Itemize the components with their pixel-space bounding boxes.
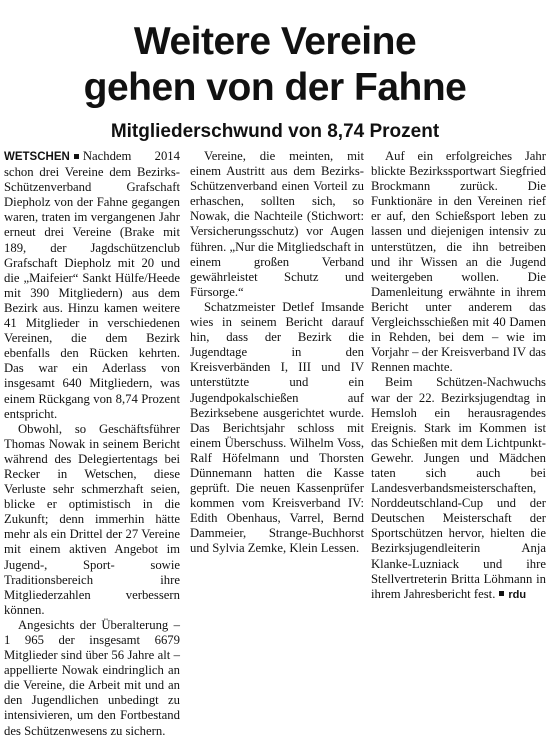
article-paragraph: Angesichts der Überalterung – 1 965 der insgesamt 6679 Mitglieder sind über 56 Jahre alt – appellierte Nowak eindringlich an die Vereine, die Arbeit mit und an den Jugendlichen unbedingt zu intensivieren, um den Fortbestand des Schützenwesens zu sichern.	[4, 617, 180, 738]
article-paragraph: Vereine, die meinten, mit einem Austritt aus dem Bezirks-Schützenverband einen Vorteil zu erhaschen, sollten sich, so Nowak, die Nachteile (Stichwort: Versicherungsschutz) vor Augen führen. „Nur die Mitgliedschaft in einem großen Verband gewährleistet Schutz und Fürsorge.“	[190, 149, 364, 299]
dateline: WETSCHEN	[4, 151, 70, 163]
author-initials: rdu	[508, 588, 527, 601]
article-paragraph	[4, 149, 180, 422]
paragraph-text: Beim Schützen-Nachwuchs war der 22. Bezirksjugendtag in Hemsloh ein herausragendes Ereignis. Stark im Kommen ist das Schießen mit dem Lichtpunkt-Gewehr. Jungen und Mädchen taten sich auch bei Landesverbandsmeisterschaften, Norddeutschland-Cup und der Deutschen Meisterschaft der Sportschützen hervor, hielten die Bezirksjugendleiterin Anja Klanke-Luzniack und ihre Stellvertreterin Britta Löhmann in ihrem Jahresbericht fest.	[371, 375, 546, 601]
article-column-1	[4, 149, 180, 739]
article-paragraph	[371, 375, 546, 602]
article-paragraph: Auf ein erfolgreiches Jahr blickte Bezirkssportwart Siegfried Brockmann zurück. Die Funktionäre in den Vereinen rief er auf, den Schießsport leben zu lassen und diejenigen intensiv zu unterstützen, die ihn betreiben und ihr Wissen an die Jugend weitergeben wollen. Die Damenleitung erwähnte in ihrem Bericht unter anderem das Vergleichsschießen mit 40 Damen in Rehden, bei dem – wie im Vorjahr – der Kreisverband IV das Rennen machte.	[371, 149, 546, 375]
square-bullet-icon	[74, 154, 79, 159]
headline-line-1: Weitere Vereine	[133, 20, 417, 63]
headline-line-2: gehen von der Fahne	[83, 66, 467, 109]
article-column-2	[190, 149, 364, 557]
headline	[0, 19, 550, 111]
subheadline: Mitgliederschwund von 8,74 Prozent	[110, 121, 440, 142]
article-column-3	[371, 149, 546, 603]
paragraph-text: Nachdem 2014 schon drei Vereine dem Bezirks-Schützenverband Grafschaft Diepholz von der Fahne gegangen waren, traten im vergangenen Jahr erneut drei Vereine (Brake mit 189, der Jagdschützenclub Grafschaft Diepholz mit 20 und die „Maifeier“ Sankt Hülfe/Heede mit 390 Mitgliedern) aus dem Bezirk aus. Hinzu kamen weitere 41 Mitglieder in verschiedenen Vereinen, die dem Bezirk ebenfalls den Rücken kehrten. Das war ein Aderlass von insgesamt 640 Mitgliedern, was einem Rückgang von 8,74 Prozent entspricht.	[4, 149, 180, 421]
square-bullet-icon	[499, 591, 504, 596]
article-paragraph: Obwohl, so Geschäftsführer Thomas Nowak in seinem Bericht während des Delegiertentags bei Recker in Wetschen, diese Verluste sehr schmerzhaft seien, blicke er optimistisch in die Zukunft; denn immerhin hätte mehr als ein Drittel der 27 Vereine mit einem aktiven Angebot im Jugend-, Sport- sowie Traditionsbereich ihre Mitgliederzahlen verbessern können.	[4, 421, 180, 617]
article-paragraph: Schatzmeister Detlef Imsande wies in seinem Bericht darauf hin, dass der Bezirk die Jugendtage in den Kreisverbänden I, III und IV unterstützte und ein Jugendpokalschießen auf Bezirksebene ausgerichtet wurde. Das Berichtsjahr schloss mit einem Überschuss. Wilhelm Voss, Ralf Höfelmann und Thorsten Dünnemann hatten die Kasse geprüft. Die neuen Kassenprüfer kommen vom Kreisverband IV: Edith Obenhaus, Varrel, Bernd Dammeier, Strange-Buchhorst und Sylvia Zemke, Klein Lessen.	[190, 299, 364, 556]
